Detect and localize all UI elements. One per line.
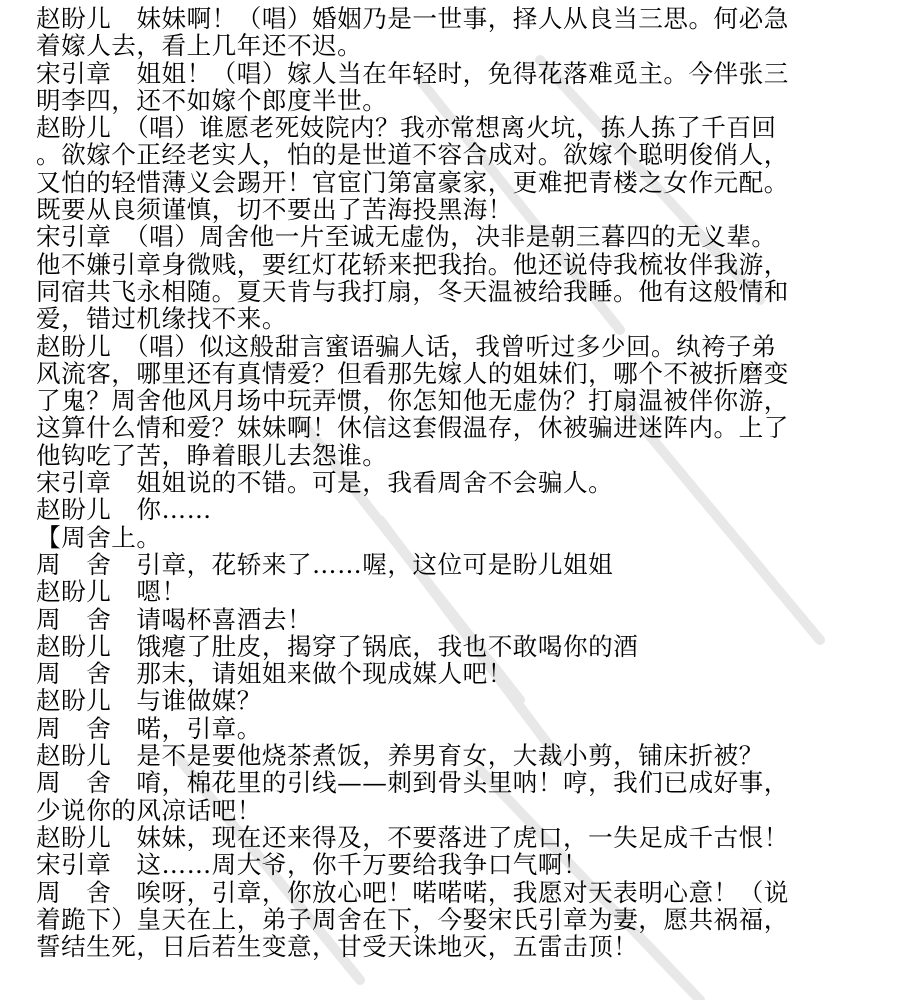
script-line: 赵盼儿 你……: [36, 496, 212, 524]
script-line: 宋引章 姐姐说的不错。可是，我看周舍不会骗人。: [36, 469, 614, 497]
script-line: 赵盼儿 嗯！: [36, 578, 187, 606]
script-line: 周 舍 唉呀，引章，你放心吧！喏喏喏，我愿对天表明心意！（说: [36, 878, 789, 906]
script-line: 【周舍上。: [36, 523, 162, 551]
script-line: 赵盼儿 （唱）谁愿老死妓院内？我亦常想离火坑，拣人拣了千百回: [36, 114, 777, 142]
script-line: 同宿共飞永相随。夏天肯与我打扇，冬天温被给我睡。他有这般情和: [36, 277, 789, 306]
script-line: 这算什么情和爱？妹妹啊！休信这套假温存，休被骗进迷阵内。上了: [36, 414, 789, 442]
script-text-block: [36, 5, 876, 960]
script-line: 周 舍 请喝杯喜酒去！: [36, 605, 313, 633]
script-line: 赵盼儿 妹妹啊！（唱）婚姻乃是一世事，择人从良当三思。何必急: [36, 5, 789, 33]
script-line: 着嫁人去，看上几年还不迟。: [36, 32, 363, 60]
script-line: 周 舍 喏，引章。: [36, 714, 262, 743]
script-line: 明李四，还不如嫁个郎度半世。: [36, 86, 388, 115]
script-line: 宋引章 这……周大爷，你千万要给我争口气啊！: [36, 851, 589, 879]
script-line: 。欲嫁个正经老实人，怕的是世道不容合成对。欲嫁个聪明俊俏人，: [36, 141, 789, 169]
script-line: 赵盼儿 妹妹，现在还来得及，不要落进了虎口，一失足成千古恨！: [36, 823, 789, 852]
script-line: 又怕的轻惜薄义会踢开！官宦门第富豪家，更难把青楼之女作元配。: [36, 168, 789, 197]
script-line: 风流客，哪里还有真情爱？但看那先嫁人的姐妹们，哪个不被折磨变: [36, 359, 789, 388]
script-line: 赵盼儿 （唱）似这般甜言蜜语骗人话，我曾听过多少回。纨袴子弟: [36, 332, 777, 360]
script-line: 周 舍 引章，花轿来了……喔，这位可是盼儿姐姐: [36, 550, 614, 579]
script-line: 着跪下）皇天在上，弟子周舍在下，今娶宋氏引章为妻，愿共祸福，: [36, 905, 789, 934]
script-line: 他钩吃了苦，睁着眼儿去怨谁。: [36, 441, 388, 470]
script-line: 既要从良须谨慎，切不要出了苦海投黑海！: [36, 196, 513, 224]
script-line: 宋引章 （唱）周舍他一片至诚无虚伪，决非是朝三暮四的无义辈。: [36, 223, 777, 251]
script-line: 誓结生死，日后若生变意，甘受天诛地灭，五雷击顶！: [36, 933, 639, 961]
script-line: 赵盼儿 饿瘪了肚皮，揭穿了锅底，我也不敢喝你的酒: [36, 632, 639, 661]
script-line: 周 舍 唷，棉花里的引线——刺到骨头里呐！哼，我们已成好事，: [36, 769, 789, 797]
script-line: 赵盼儿 是不是要他烧茶煮饭，养男育女，大裁小剪，铺床折被？: [36, 742, 764, 770]
script-line: 爱，错过机缘找不来。: [36, 305, 287, 333]
script-line: 宋引章 姐姐！（唱）嫁人当在年轻时，免得花落难觅主。今伴张三: [36, 59, 789, 87]
script-line: 少说你的风凉话吧！: [36, 796, 262, 824]
script-line: 了鬼？周舍他风月场中玩弄惯，你怎知他无虚伪？打扇温被伴你游，: [36, 387, 789, 415]
script-line: 他不嫌引章身微贱，要红灯花轿来把我抬。他还说侍我梳妆伴我游，: [36, 250, 789, 278]
script-line: 赵盼儿 与谁做媒？: [36, 687, 262, 715]
script-line: 周 舍 那末，请姐姐来做个现成媒人吧！: [36, 660, 513, 688]
